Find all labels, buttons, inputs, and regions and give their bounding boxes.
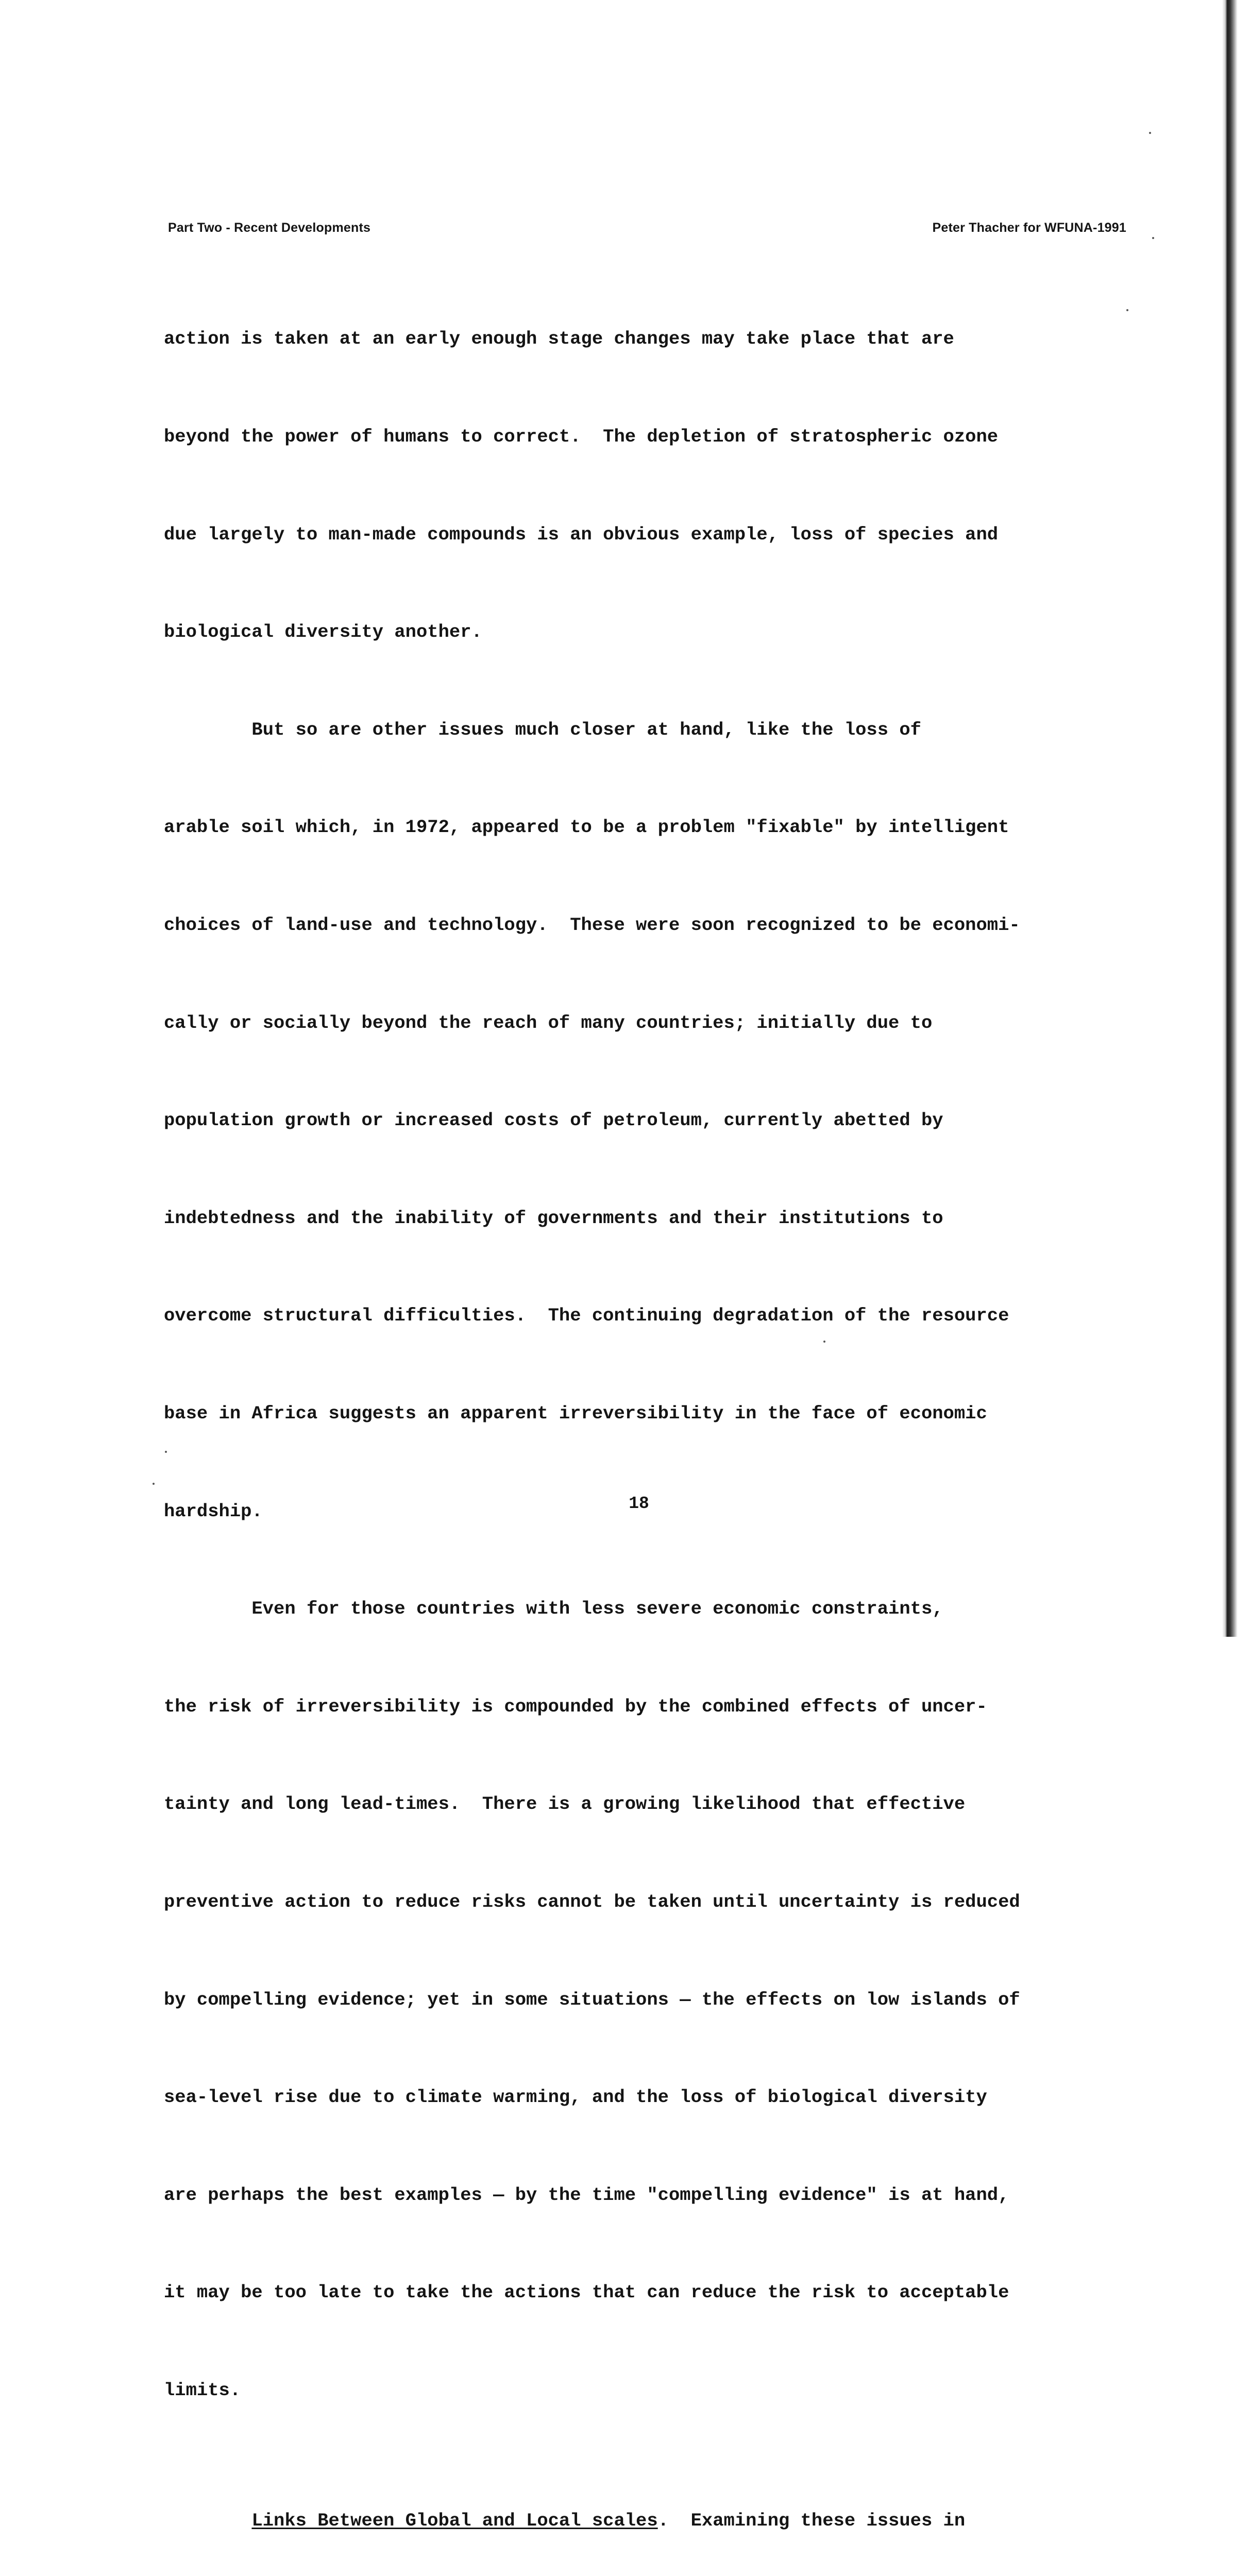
text-line: limits. xyxy=(164,2379,241,2401)
scan-speck xyxy=(165,1451,167,1453)
text-line: due largely to man-made compounds is an obvious example, loss of species and xyxy=(164,523,999,545)
text-line: cally or socially beyond the reach of many countries; initially due to xyxy=(164,1012,933,1033)
text-line: action is taken at an early enough stage changes may take place that are xyxy=(164,328,954,350)
text-line: biological diversity another. xyxy=(164,621,482,643)
text-line: by compelling evidence; yet in some situations — the effects on low islands of xyxy=(164,1989,1020,2010)
text-line: hardship. xyxy=(164,1500,263,1522)
text-run: . Examining these issues in xyxy=(657,2510,966,2531)
text-line: overcome structural difficulties. The continuing degradation of the resource xyxy=(164,1305,1009,1327)
text-line: population growth or increased costs of petroleum, currently abetted by xyxy=(164,1110,943,1131)
scan-speck xyxy=(1152,237,1154,239)
text-line: beyond the power of humans to correct. The depletion of stratospheric ozone xyxy=(164,426,999,447)
scan-speck xyxy=(1149,132,1151,134)
text-line: Even for those countries with less severe economic constraints, xyxy=(164,1598,943,1620)
page-number: 18 xyxy=(629,1494,649,1513)
text-line: indebtedness and the inability of governments and their institutions to xyxy=(164,1207,943,1229)
text-line: it may be too late to take the actions that can reduce the risk to acceptable xyxy=(164,2282,1009,2303)
running-header xyxy=(168,221,1126,241)
header-section: Part Two - Recent Developments xyxy=(168,221,371,235)
text-line: tainty and long lead-times. There is a growing likelihood that effective xyxy=(164,1793,966,1815)
text-line: sea-level rise due to climate warming, and the loss of biological diversity xyxy=(164,2087,987,2108)
text-line: base in Africa suggests an apparent irreversibility in the face of economic xyxy=(164,1402,987,1424)
scan-speck xyxy=(1126,309,1128,311)
text-line: choices of land-use and technology. These were soon recognized to be economi- xyxy=(164,914,1020,936)
text-line-with-heading xyxy=(164,2504,1133,2537)
text-line: the risk of irreversibility is compounded by the combined effects of uncer- xyxy=(164,1696,987,1717)
section-heading-links: Links Between Global and Local scales xyxy=(251,2510,658,2531)
scan-speck xyxy=(823,1341,825,1343)
text-line: preventive action to reduce risks cannot be taken until uncertainty is reduced xyxy=(164,1891,1020,1912)
header-author: Peter Thacher for WFUNA-1991 xyxy=(932,221,1126,235)
scan-speck xyxy=(153,1483,155,1485)
body-text xyxy=(164,258,1133,2576)
text-line: are perhaps the best examples — by the time "compelling evidence" is at hand, xyxy=(164,2184,1009,2206)
text-line: arable soil which, in 1972, appeared to be a problem "fixable" by intelligent xyxy=(164,817,1009,838)
scan-edge xyxy=(1222,0,1238,1637)
text-line: But so are other issues much closer at hand, like the loss of xyxy=(164,719,921,740)
